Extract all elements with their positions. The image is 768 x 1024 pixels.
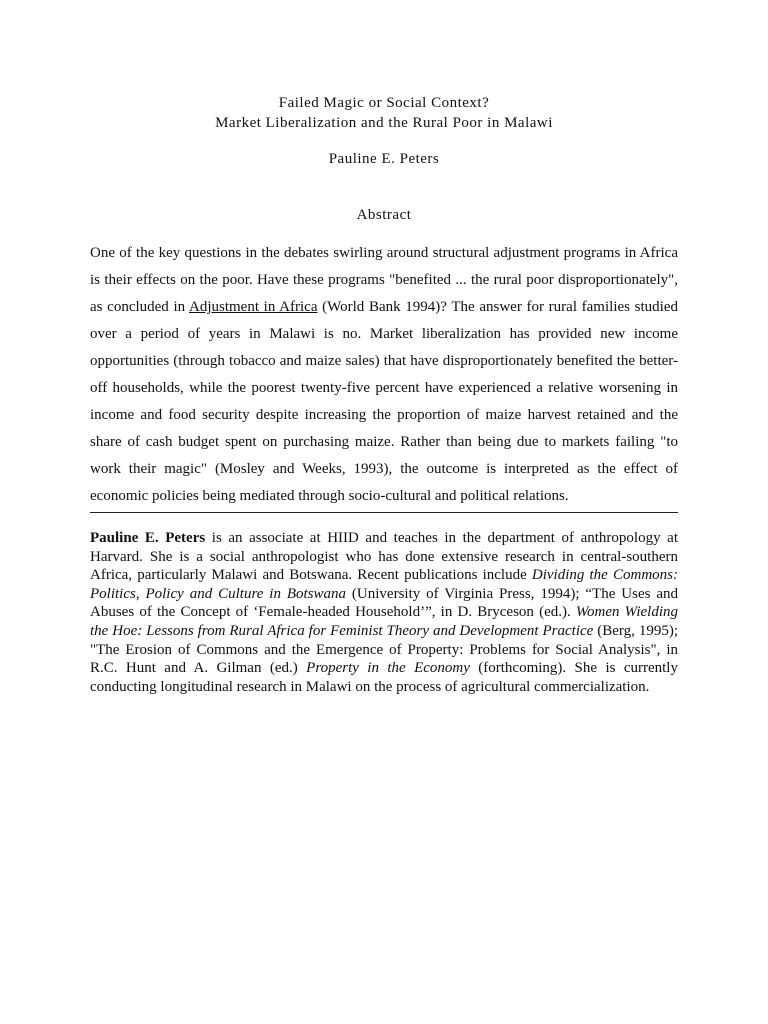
abstract-heading: Abstract [356, 207, 412, 223]
abstract-text [90, 240, 678, 510]
paper-title-line-2: Market Liberalization and the Rural Poor in Malawi [215, 115, 553, 131]
author-bio [90, 529, 678, 696]
abstract-text-part-1: One of the key questions in the debates swirling around structural adjustment programs in Africa is their effects on the poor. Have these programs "benefited ... the rural poor disproportionately", as concluded in [90, 245, 678, 315]
bio-text-2: (University of Virginia Press, 1994); “The Uses and Abuses of the Concept of ‘Female-headed Household’”, in D. Bryceson (ed.). [90, 585, 678, 621]
bio-book-title-1: Dividing the Commons: Politics, Policy and Culture in Botswana [90, 567, 678, 602]
bio-author-name: Pauline E. Peters [90, 530, 206, 546]
abstract-text-part-2: (World Bank 1994)? The answer for rural families studied over a period of years in Malawi is no. Market liberalization has provided new income opportunities (through tobacco and maize sales) that have disproportionately benefited the better-off households, while the poorest twenty-five percent have experienced a relative worsening in income and food security despite increasing the proportion of maize harvest retained and the share of cash budget spent on purchasing maize. Rather than being due to markets failing "to work their magic" (Mosley and Weeks, 1993), the outcome is interpreted as the effect of economic policies being mediated through socio-cultural and political relations. [90, 299, 678, 504]
bio-text-3: (Berg, 1995); "The Erosion of Commons and the Emergence of Property: Problems for Social Analysis", in R.C. Hunt and A. Gilman (ed.) [90, 622, 678, 677]
author-name: Pauline E. Peters [328, 151, 440, 167]
bio-text-1: is an associate at HIID and teaches in the department of anthropology at Harvard. She is a social anthropologist who has done extensive research in central-southern Africa, particularly Malawi and Botswana. Recent publications include [90, 530, 678, 584]
cited-title-adjustment-in-africa: Adjustment in Africa [189, 299, 318, 315]
paper-title-line-1: Failed Magic or Social Context? [278, 95, 490, 111]
bio-book-title-2: Women Wielding the Hoe: Lessons from Rural Africa for Feminist Theory and Development Practice [90, 604, 679, 639]
section-divider [90, 512, 678, 513]
bio-text-4: (forthcoming). She is currently conducting longitudinal research in Malawi on the process of agricultural commercialization. [90, 660, 678, 695]
bio-book-title-3: Property in the Economy [306, 660, 470, 677]
